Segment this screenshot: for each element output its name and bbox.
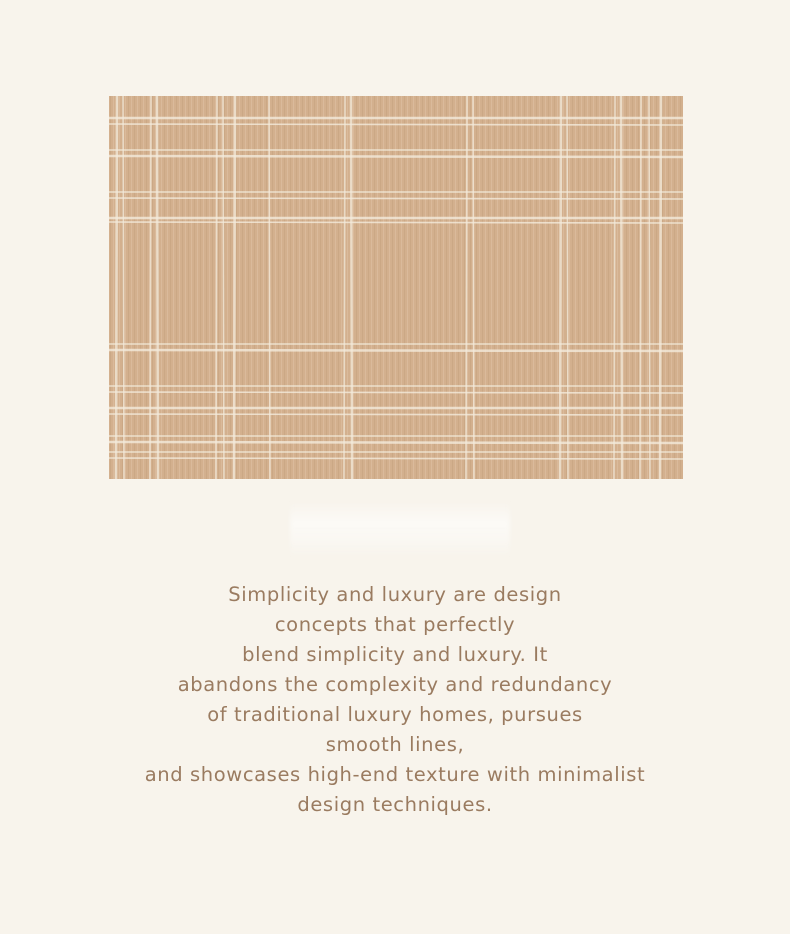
description-line: and showcases high-end texture with minimalist <box>144 763 646 786</box>
description-line: Simplicity and luxury are design <box>228 583 562 606</box>
rug-stripe <box>109 414 683 415</box>
rug-stripe <box>157 96 158 479</box>
checked-rug-image <box>109 96 683 479</box>
rug-stripe <box>567 96 568 479</box>
description-line: smooth lines, <box>325 733 465 756</box>
rug-stripe <box>614 96 615 479</box>
rug-stripe <box>621 96 622 479</box>
rug-stripe <box>473 96 474 479</box>
rug-stripe <box>660 96 661 479</box>
rug-stripe <box>109 392 683 393</box>
rug-stripe <box>109 458 683 459</box>
rug-stripe <box>269 96 270 479</box>
rug-stripe <box>351 96 352 479</box>
rug-stripe <box>109 198 683 199</box>
rug-stripe <box>223 96 224 479</box>
rug-stripe <box>116 96 117 479</box>
description-line: concepts that perfectly <box>274 613 516 636</box>
rug-stripe <box>109 124 683 125</box>
rug-stripe <box>560 96 561 479</box>
rug-stripe <box>344 96 345 479</box>
description-line: design techniques. <box>297 793 493 816</box>
rug-stripe <box>466 96 467 479</box>
rug-stripe <box>234 96 235 479</box>
description-line: of traditional luxury homes, pursues <box>207 703 583 726</box>
rug-stripe <box>109 350 683 351</box>
rug-stripe <box>150 96 151 479</box>
rug-stripe <box>649 96 650 479</box>
rug-product-image <box>109 96 683 479</box>
rug-stripe <box>216 96 217 479</box>
rug-stripe <box>109 222 683 223</box>
rug-stripe <box>123 96 124 479</box>
description-text <box>0 580 790 820</box>
rug-stripe <box>109 442 683 443</box>
description-line: abandons the complexity and redundancy <box>177 673 613 696</box>
rug-stripe <box>109 156 683 157</box>
description-line: blend simplicity and luxury. It <box>242 643 548 666</box>
rug-stripe <box>640 96 641 479</box>
faint-watermark-patch <box>290 500 510 558</box>
